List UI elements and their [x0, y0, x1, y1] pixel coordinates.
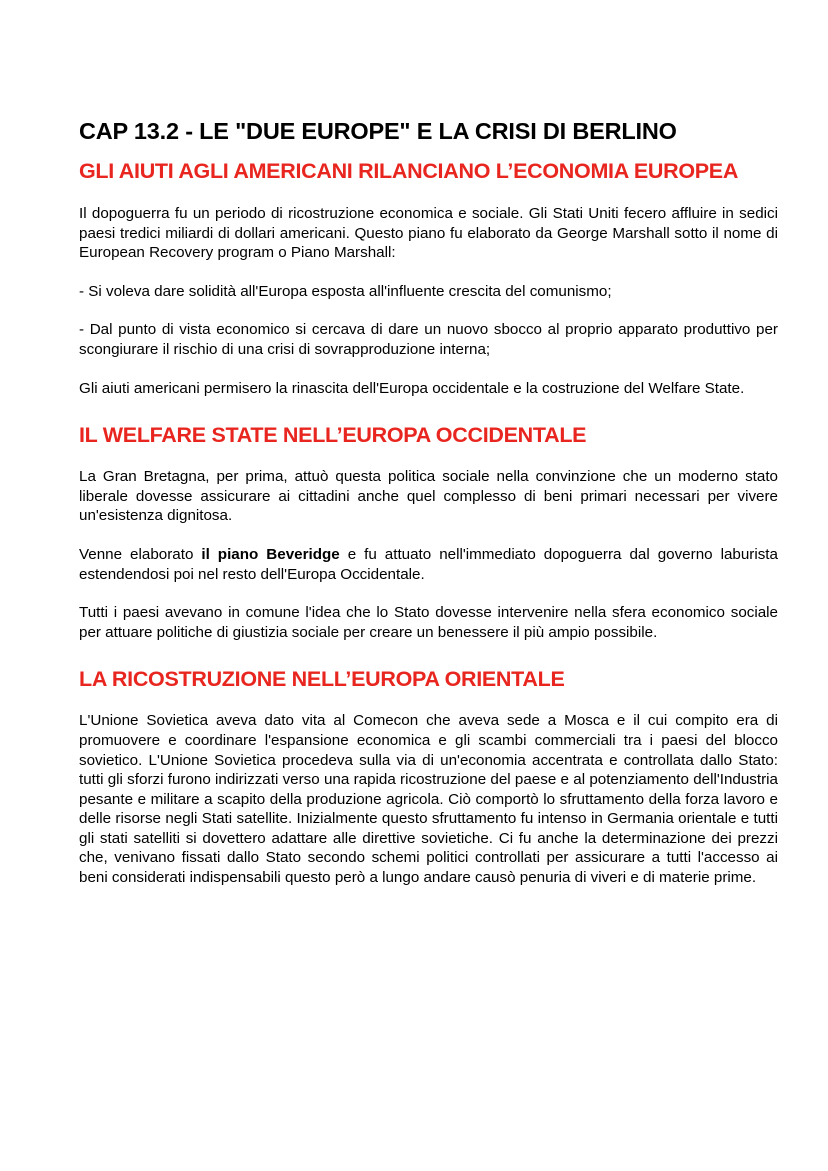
paragraph: La Gran Bretagna, per prima, attuò questa politica sociale nella convinzione che un moderno stato liberale dovesse assicurare ai cittadini anche quel complesso di beni primari necessari per vivere un'esistenza dignitosa.	[79, 468, 778, 525]
section-heading-welfare: IL WELFARE STATE NELL’EUROPA OCCIDENTALE	[79, 423, 587, 448]
paragraph-beveridge	[79, 545, 778, 584]
paragraph: - Dal punto di vista economico si cercava di dare un nuovo sbocco al proprio apparato produttivo per scongiurare il rischio di una crisi di sovrapproduzione interna;	[79, 321, 778, 358]
paragraph: - Si voleva dare solidità all'Europa esposta all'influente crescita del comunismo;	[79, 282, 612, 300]
page-title: CAP 13.2 - LE "DUE EUROPE" E LA CRISI DI BERLINO	[79, 118, 677, 144]
paragraph: L'Unione Sovietica aveva dato vita al Comecon che aveva sede a Mosca e il cui compito era di promuovere e coordinare l'espansione economica e gli scambi commerciali tra i paesi del blocco sovietico. L'Unione Sovietica procedeva sulla via di un'economia accentrata e controllata dallo Stato: tutti gli sforzi furono indirizzati verso una rapida ricostruzione del paese e al potenziamento dell'Industria pesante e militare a scapito della produzione agricola. Ciò comportò lo sfruttamento della forza lavoro e delle risorse negli Stati satellite. Inizialmente questo sfruttamento fu intenso in Germania orientale e tutti gli stati satelliti si dovettero adattare alle direttive sovietiche. Ci fu anche la determinazione dei prezzi che, venivano fissati dallo Stato secondo schemi politici controllati per assicurare a tutti l'accesso ai beni considerati indispensabili questo però a lungo andare causò penuria di viveri e di materie prime.	[79, 712, 778, 887]
text-run: Venne elaborato	[79, 545, 202, 563]
bold-text: il piano Beveridge	[201, 545, 340, 563]
section-heading-aiuti: GLI AIUTI AGLI AMERICANI RILANCIANO L’ECONOMIA EUROPEA	[79, 159, 739, 183]
paragraph: Il dopoguerra fu un periodo di ricostruzione economica e sociale. Gli Stati Uniti fecero affluire in sedici paesi tredici miliardi di dollari americani. Questo piano fu elaborato da George Marshall sotto il nome di European Recovery program o Piano Marshall:	[79, 205, 778, 262]
paragraph: Tutti i paesi avevano in comune l'idea che lo Stato dovesse intervenire nella sfera economico sociale per attuare politiche di giustizia sociale per creare un benessere il più ampio possibile.	[79, 604, 778, 641]
section-heading-ricostruzione: LA RICOSTRUZIONE NELL’EUROPA ORIENTALE	[79, 667, 565, 692]
text-run: e fu attuato nell'immediato dopoguerra dal governo laburista estendendosi poi nel resto dell'Europa Occidentale.	[79, 545, 778, 583]
paragraph: Gli aiuti americani permisero la rinascita dell'Europa occidentale e la costruzione del Welfare State.	[79, 379, 745, 397]
